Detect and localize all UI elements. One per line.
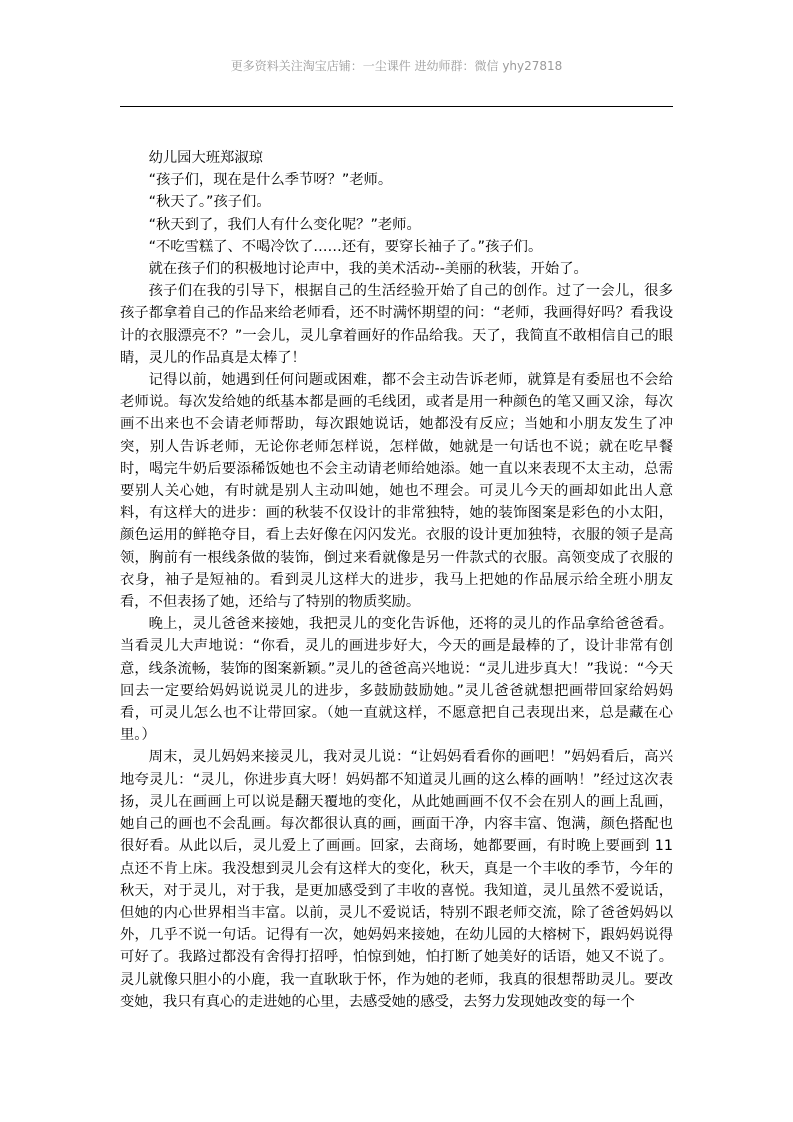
page-header-watermark: 更多资料关注淘宝店铺：一尘课件 进幼师群：微信 yhy27818 bbox=[230, 59, 563, 73]
dialogue-line: “不吃雪糕了、不喝冷饮了……还有，要穿长袖子了。”孩子们。 bbox=[148, 238, 543, 255]
paragraph: 孩子们在我的引导下，根据自己的生活经验开始了自己的创作。过了一会儿，很多孩子都拿着自己的作品来给老师看，还不时满怀期望的问：“老师，我画得好吗？看我设计的衣服漂亮不？”一会儿，灵儿拿着画好的作品给我。天了，我简直不敢相信自己的眼睛，灵儿的作品真是太棒了！ bbox=[120, 283, 673, 366]
header-divider bbox=[120, 106, 673, 107]
dialogue-line: “孩子们，现在是什么季节呀？”老师。 bbox=[148, 172, 393, 189]
dialogue-line: “秋天到了，我们人有什么变化呢？”老师。 bbox=[148, 216, 421, 233]
paragraph: 周末，灵儿妈妈来接灵儿，我对灵儿说：“让妈妈看看你的画吧！”妈妈看后，高兴地夸灵儿：“灵儿，你进步真大呀！妈妈都不知道灵儿画的这么棒的画呐！”经过这次表扬，灵儿在画画上可以说是翻天覆地的变化，从此她画画不仅不会在别人的画上乱画，她自己的画也不会乱画。每次都很认真的画，画面干净，内容丰富、饱满，颜色搭配也很好看。从此以后，灵儿爱上了画画。回家，去商场，她都要画，有时晚上要画到 11 点还不肯上床。我没想到灵儿会有这样大的变化，秋天，真是一个丰收的季节，今年的秋天，对于灵儿，对于我，是更加感受到了丰收的喜悦。我知道，灵儿虽然不爱说话，但她的内心世界相当丰富。以前，灵儿不爱说话，特别不跟老师交流，除了爸爸妈妈以外，几乎不说一句话。记得有一次，她妈妈来接她，在幼儿园的大榕树下，跟妈妈说得可好了。我路过都没有舍得打招呼，怕惊到她，怕打断了她美好的话语，她又不说了。灵儿就像只胆小的小鹿，我一直耿耿于怀，作为她的老师，我真的很想帮助灵儿。要改变她，我只有真心的走进她的心里，去感受她的感受，去努力发现她改变的每一个 bbox=[120, 749, 673, 1010]
paragraph: 记得以前，她遇到任何问题或困难，都不会主动告诉老师，就算是有委屈也不会给老师说。每次发给她的纸基本都是画的毛线团，或者是用一种颜色的笔又画又涂，每次画不出来也不会请老师帮助，每次跟她说话，她都没有反应；当她和小朋友发生了冲突，别人告诉老师，无论你老师怎样说，怎样做，她就是一句话也不说；就在吃早餐时，喝完牛奶后要添稀饭她也不会主动请老师给她添。她一直以来表现不太主动，总需要别人关心她，有时就是别人主动叫她，她也不理会。可灵儿今天的画却如此出人意料，有这样大的进步：画的秋装不仅设计的非常独特，她的装饰图案是彩色的小太阳，颜色运用的鲜艳夺目，看上去好像在闪闪发光。衣服的设计更加独特，衣服的领子是高领，胸前有一根线条做的装饰，倒过来看就像是另一件款式的衣服。高领变成了衣服的衣身，袖子是短袖的。看到灵儿这样大的进步，我马上把她的作品展示给全班小朋友看，不但表扬了她，还给与了特别的物质奖励。 bbox=[120, 372, 673, 611]
author-line: 幼儿园大班郑淑琼 bbox=[148, 150, 263, 166]
dialogue-line: “秋天了。”孩子们。 bbox=[148, 194, 271, 211]
paragraph: 就在孩子们的积极地讨论声中，我的美术活动--美丽的秋装，开始了。 bbox=[148, 261, 588, 278]
paragraph: 晚上，灵儿爸爸来接她，我把灵儿的变化告诉他，还将的灵儿的作品拿给爸爸看。当看灵儿大声地说：“你看，灵儿的画进步好大，今天的画是最棒的了，设计非常有创意，线条流畅，装饰的图案新颖。”灵儿的爸爸高兴地说：“灵儿进步真大！”我说：“今天回去一定要给妈妈说说灵儿的进步，多鼓励鼓励她。”灵儿爸爸就想把画带回家给妈妈看，可灵儿怎么也不让带回家。（她一直就这样，不愿意把自己表现出来，总是藏在心里。） bbox=[120, 616, 673, 744]
document-body bbox=[120, 147, 673, 1013]
